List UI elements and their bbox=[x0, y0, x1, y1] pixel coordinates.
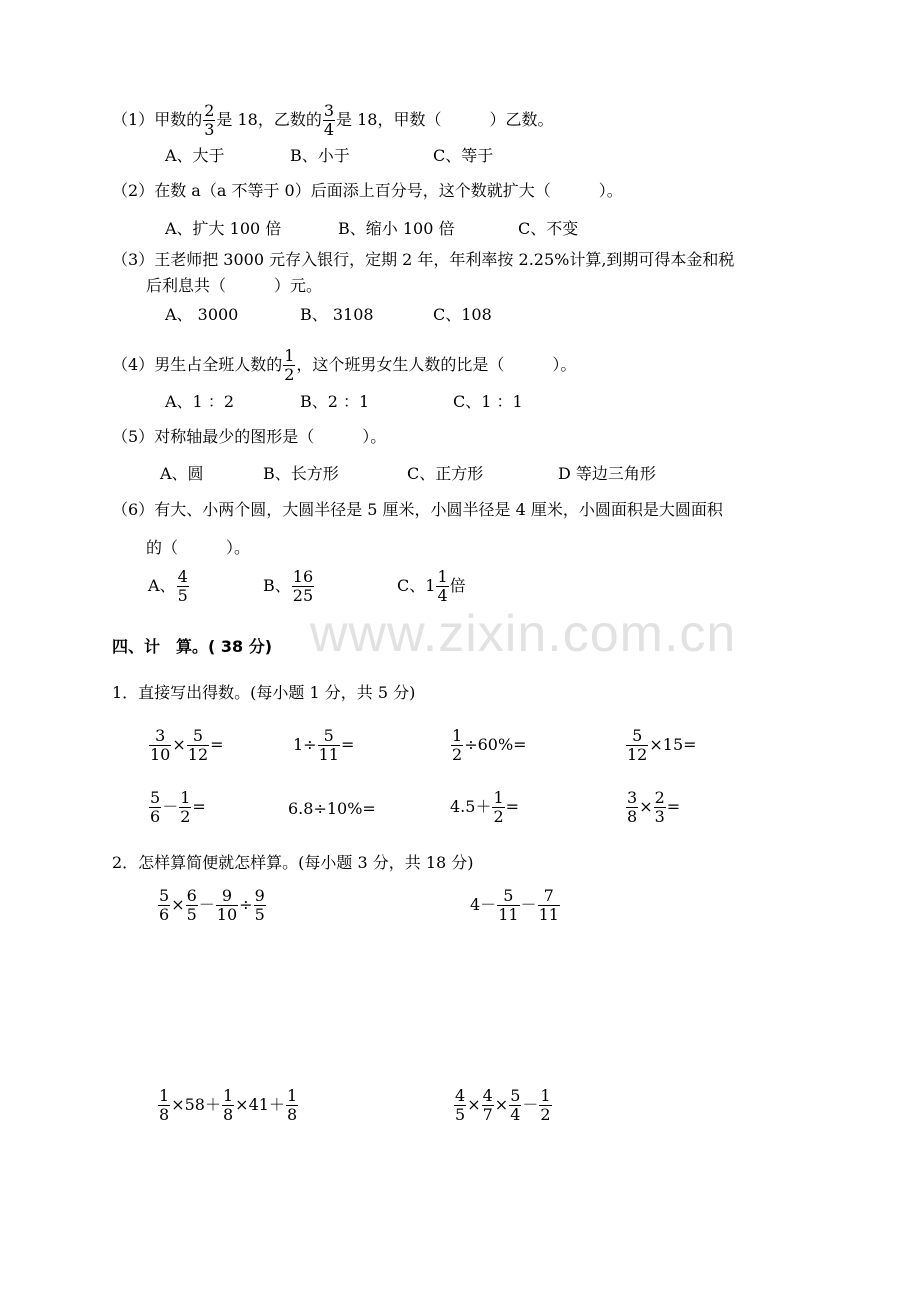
q4-option-b: B、2 ：1 bbox=[300, 392, 370, 411]
fraction: $\frac{6}{5}$ bbox=[186, 886, 197, 924]
q4-fraction: $\frac{1}{2}$ bbox=[284, 346, 295, 384]
section-4-heading: 四、计 算。( 38 分) bbox=[112, 637, 273, 656]
fraction: $\frac{1}{8}$ bbox=[159, 1086, 170, 1124]
fraction: $\frac{1}{2}$ bbox=[493, 788, 504, 826]
q4-text-part2: ，这个班男女生人数的比是（ ）。 bbox=[296, 355, 577, 374]
q5-option-d: D 等边三角形 bbox=[558, 464, 656, 483]
q1-option-a: A、大于 bbox=[165, 146, 225, 165]
p1-expr-3: $\frac{1}{2}$ ÷60%= bbox=[452, 726, 527, 764]
q1-text-part1: 甲数的 bbox=[154, 110, 203, 129]
p1-expr-6: 6.8÷10%= bbox=[288, 799, 376, 818]
fraction: $\frac{5}{12}$ bbox=[627, 726, 648, 764]
fraction: $\frac{9}{10}$ bbox=[216, 886, 238, 924]
fraction: $\frac{1}{8}$ bbox=[286, 1086, 298, 1124]
question-4 bbox=[112, 347, 576, 384]
q6-option-b-fraction: $\frac{16}{25}$ bbox=[292, 567, 314, 605]
q2-option-b: B、缩小 100 倍 bbox=[338, 219, 455, 238]
q3-text-line1: 王老师把 3000 元存入银行，定期 2 年，年利率按 2.25%计算,到期可得本金和税 bbox=[154, 250, 735, 269]
q6-option-c-fraction: $\frac{1}{4}$ bbox=[437, 567, 448, 605]
fraction: $\frac{4}{7}$ bbox=[482, 1086, 493, 1124]
fraction: $\frac{3}{8}$ bbox=[627, 788, 638, 826]
q1-option-b: B、小于 bbox=[290, 146, 350, 165]
question-6 bbox=[112, 500, 723, 520]
q6-option-a: A、 $\frac{4}{5}$ bbox=[148, 567, 188, 605]
fraction: $\frac{2}{3}$ bbox=[654, 788, 665, 826]
fraction: $\frac{5}{6}$ bbox=[159, 886, 170, 924]
q4-option-c: C、1 ：1 bbox=[453, 392, 523, 411]
p1-expr-1: $\frac{3}{10}$ × $\frac{5}{12}$ = bbox=[150, 726, 224, 764]
q4-number: （4） bbox=[112, 355, 155, 374]
q1-fraction-1: $\frac{2}{3}$ bbox=[204, 101, 215, 139]
q3-option-a: A、 3000 bbox=[165, 305, 239, 324]
q6-option-c: C、1 $\frac{1}{4}$ 倍 bbox=[397, 567, 466, 605]
p1-expr-8: $\frac{3}{8}$ × $\frac{2}{3}$ = bbox=[627, 788, 681, 826]
q6-text-line2: 的（ ）。 bbox=[146, 538, 251, 557]
fraction: $\frac{1}{2}$ bbox=[540, 1086, 551, 1124]
q1-text-part3: 是 18，甲数（ ）乙数。 bbox=[336, 110, 554, 129]
q6-option-a-fraction: $\frac{4}{5}$ bbox=[177, 567, 188, 605]
q1-number: （1） bbox=[112, 110, 155, 129]
q2-option-c: C、不变 bbox=[518, 219, 579, 238]
q1-option-c: C、等于 bbox=[433, 146, 494, 165]
fraction: $\frac{5}{6}$ bbox=[150, 788, 161, 826]
q1-fraction-2: $\frac{3}{4}$ bbox=[323, 101, 335, 139]
fraction: $\frac{3}{10}$ bbox=[150, 726, 171, 764]
fraction: $\frac{5}{11}$ bbox=[498, 886, 519, 924]
q4-text-part1: 男生占全班人数的 bbox=[154, 355, 283, 374]
p1-expr-4: $\frac{5}{12}$ ×15= bbox=[627, 726, 697, 764]
p1-expr-2: 1÷ $\frac{5}{11}$ = bbox=[293, 726, 355, 764]
fraction: $\frac{5}{12}$ bbox=[187, 726, 209, 764]
q5-number: （5） bbox=[112, 427, 155, 446]
q3-number: （3） bbox=[112, 250, 155, 269]
question-5 bbox=[112, 427, 386, 447]
watermark: www.zixin.com.cn bbox=[310, 605, 737, 663]
question-1 bbox=[112, 102, 553, 139]
p1-expr-5: $\frac{5}{6}$ － $\frac{1}{2}$ = bbox=[150, 788, 206, 826]
part-2-title: 2．怎样算简便就怎样算。(每小题 3 分，共 18 分) bbox=[112, 853, 474, 872]
question-3 bbox=[112, 250, 734, 270]
q3-option-c: C、108 bbox=[433, 305, 492, 324]
fraction: $\frac{5}{11}$ bbox=[318, 726, 339, 764]
q1-text-part2: 是 18，乙数的 bbox=[216, 110, 322, 129]
fraction: $\frac{1}{2}$ bbox=[180, 788, 191, 826]
q2-text: 在数 a（a 不等于 0）后面添上百分号，这个数就扩大（ ）。 bbox=[154, 181, 623, 200]
fraction: $\frac{7}{11}$ bbox=[538, 886, 559, 924]
p2-expr-4: $\frac{4}{5}$ × $\frac{4}{7}$ × $\frac{5}{4}$ － $\frac{1}{2}$ bbox=[455, 1086, 551, 1124]
fraction: $\frac{1}{8}$ bbox=[222, 1086, 234, 1124]
q4-option-a: A、1 ：2 bbox=[165, 392, 235, 411]
fraction: $\frac{9}{5}$ bbox=[254, 886, 265, 924]
p2-expr-3: $\frac{1}{8}$ ×58＋ $\frac{1}{8}$ ×41＋ $\frac{1}{8}$ bbox=[159, 1086, 298, 1124]
q6-text-line1: 有大、小两个圆，大圆半径是 5 厘米，小圆半径是 4 厘米，小圆面积是大圆面积 bbox=[154, 500, 723, 519]
question-2 bbox=[112, 181, 623, 201]
fraction: $\frac{5}{4}$ bbox=[510, 1086, 521, 1124]
fraction: $\frac{1}{2}$ bbox=[452, 726, 463, 764]
q2-option-a: A、扩大 100 倍 bbox=[165, 219, 282, 238]
p1-expr-7: 4.5＋ $\frac{1}{2}$ = bbox=[450, 788, 520, 826]
q6-number: （6） bbox=[112, 500, 155, 519]
fraction: $\frac{4}{5}$ bbox=[455, 1086, 466, 1124]
p2-expr-2: 4－ $\frac{5}{11}$ － $\frac{7}{11}$ bbox=[470, 886, 559, 924]
q5-option-c: C、正方形 bbox=[407, 464, 484, 483]
q5-text: 对称轴最少的图形是（ ）。 bbox=[154, 427, 387, 446]
part-1-title: 1．直接写出得数。(每小题 1 分，共 5 分) bbox=[112, 683, 416, 702]
q3-option-b: B、 3108 bbox=[300, 305, 374, 324]
p2-expr-1: $\frac{5}{6}$ × $\frac{6}{5}$ － $\frac{9}{10}$ ÷ $\frac{9}{5}$ bbox=[159, 886, 265, 924]
q2-number: （2） bbox=[112, 181, 155, 200]
q3-text-line2: 后利息共（ ）元。 bbox=[146, 276, 323, 295]
q6-option-b: B、 $\frac{16}{25}$ bbox=[263, 567, 314, 605]
q5-option-a: A、圆 bbox=[160, 464, 204, 483]
q5-option-b: B、长方形 bbox=[263, 464, 339, 483]
